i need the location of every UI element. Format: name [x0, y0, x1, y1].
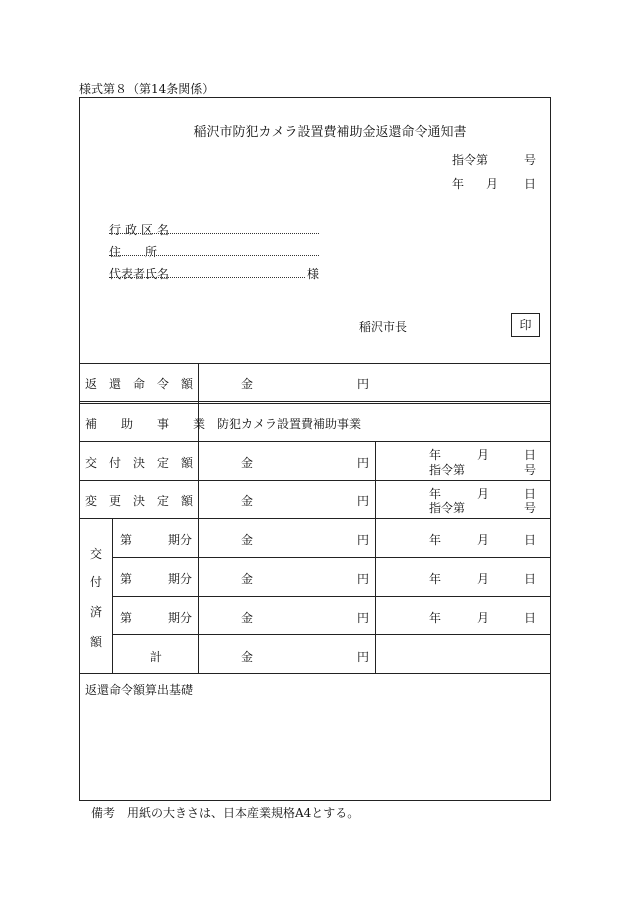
grant-decision-label: 交 付 決 定 額 — [85, 456, 194, 470]
grant-decision-suffix: 円 — [357, 456, 370, 470]
form-label: 様式第８（第14条関係） — [79, 82, 215, 96]
footer-note: 備考 用紙の大きさは、日本産業規格A4とする。 — [91, 806, 360, 820]
grant-day: 日 — [524, 448, 537, 462]
change-decision-label: 変 更 決 定 額 — [85, 494, 194, 508]
total-label: 計 — [150, 650, 163, 664]
row-line-3 — [79, 480, 551, 481]
date-year: 年 — [452, 177, 465, 191]
grant-month: 月 — [477, 448, 490, 462]
period-3-label: 第 期分 — [120, 611, 193, 625]
order-no-label: 指令第 — [452, 153, 489, 167]
address-label: 住 所 — [109, 245, 158, 259]
representative-label: 代表者氏名 — [109, 267, 170, 281]
period-2-year: 年 — [429, 572, 442, 586]
total-suffix: 円 — [357, 650, 370, 664]
return-amount-suffix: 円 — [357, 377, 370, 391]
period-1-label: 第 期分 — [120, 533, 193, 547]
change-order-suffix: 号 — [524, 501, 537, 515]
date-day: 日 — [524, 177, 537, 191]
row-line-5 — [112, 557, 551, 558]
mayor-label: 稲沢市長 — [359, 320, 408, 334]
grant-year: 年 — [429, 448, 442, 462]
period-1-day: 日 — [524, 533, 537, 547]
change-month: 月 — [477, 487, 490, 501]
table-top-line — [79, 363, 551, 364]
grant-order-label: 指令第 — [429, 463, 466, 477]
row-line-6 — [112, 596, 551, 597]
seal-box: 印 — [511, 313, 540, 337]
address-line — [109, 255, 319, 256]
honorific: 様 — [307, 267, 320, 281]
period-2-suffix: 円 — [357, 572, 370, 586]
total-prefix: 金 — [241, 650, 254, 664]
change-decision-suffix: 円 — [357, 494, 370, 508]
paid-char-4: 額 — [90, 635, 103, 649]
page-title: 稲沢市防犯カメラ設置費補助金返還命令通知書 — [193, 125, 467, 140]
district-label: 行政区名 — [109, 223, 174, 237]
period-1-year: 年 — [429, 533, 442, 547]
order-no-suffix: 号 — [524, 153, 537, 167]
period-2-month: 月 — [477, 572, 490, 586]
change-order-label: 指令第 — [429, 501, 466, 515]
change-year: 年 — [429, 487, 442, 501]
grant-order-suffix: 号 — [524, 463, 537, 477]
change-decision-prefix: 金 — [241, 494, 254, 508]
row-line-4 — [79, 518, 551, 519]
subsidy-project-value: 防犯カメラ設置費補助事業 — [217, 417, 362, 431]
period-3-suffix: 円 — [357, 611, 370, 625]
basis-label: 返還命令額算出基礎 — [85, 683, 194, 697]
subsidy-project-label: 補 助 事 業 — [85, 417, 206, 431]
return-amount-prefix: 金 — [241, 377, 254, 391]
row-line-8 — [79, 673, 551, 674]
period-2-label: 第 期分 — [120, 572, 193, 586]
period-1-suffix: 円 — [357, 533, 370, 547]
change-day: 日 — [524, 487, 537, 501]
period-3-month: 月 — [477, 611, 490, 625]
row-line-2 — [79, 441, 551, 442]
period-3-prefix: 金 — [241, 611, 254, 625]
paid-char-3: 済 — [90, 605, 103, 619]
row-line-1a — [79, 401, 551, 402]
paid-char-2: 付 — [90, 575, 103, 589]
period-1-month: 月 — [477, 533, 490, 547]
period-2-day: 日 — [524, 572, 537, 586]
col-line-amount — [375, 441, 376, 673]
row-line-1b — [79, 403, 551, 404]
period-2-prefix: 金 — [241, 572, 254, 586]
col-line-label — [198, 363, 199, 673]
row-line-7 — [112, 634, 551, 635]
district-line — [109, 233, 319, 234]
return-amount-label: 返 還 命 令 額 — [85, 377, 194, 391]
paid-char-1: 交 — [90, 547, 103, 561]
col-line-paid — [112, 518, 113, 673]
period-3-day: 日 — [524, 611, 537, 625]
representative-line — [109, 277, 305, 278]
period-1-prefix: 金 — [241, 533, 254, 547]
grant-decision-prefix: 金 — [241, 456, 254, 470]
date-month: 月 — [486, 177, 499, 191]
period-3-year: 年 — [429, 611, 442, 625]
